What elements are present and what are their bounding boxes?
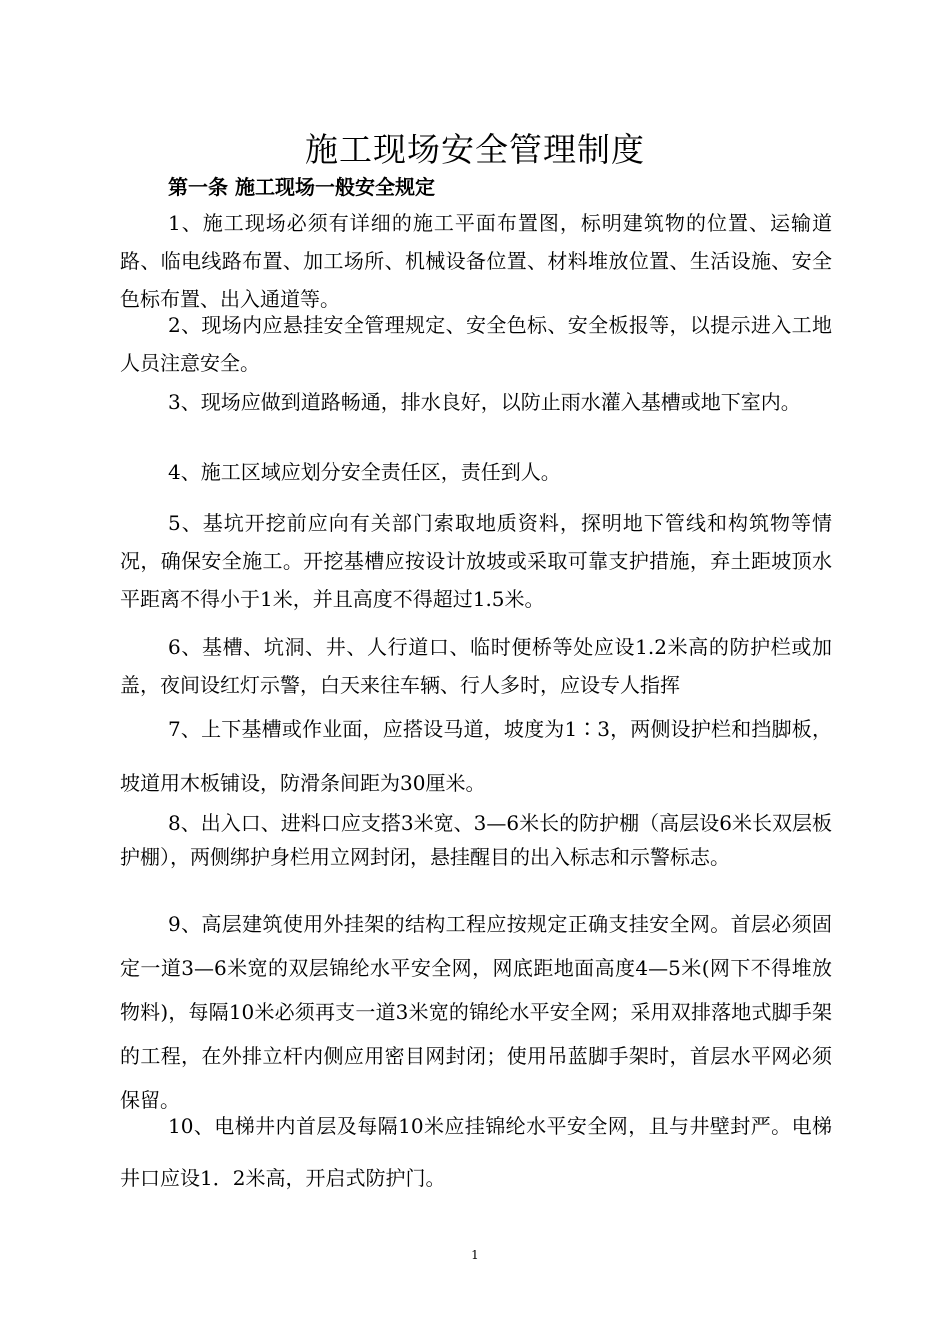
paragraph-7: 7、上下基槽或作业面，应搭设马道，坡度为1∶3，两侧设护栏和挡脚板，坡道用木板铺设，防滑条间距为30厘米。 (120, 717, 832, 795)
paragraph-6: 6、基槽、坑洞、井、人行道口、临时便桥等处应设1.2米高的防护栏或加盖，夜间设红灯示警，白天来往车辆、行人多时，应设专人指挥 (120, 635, 832, 697)
paragraph-8: 8、出入口、进料口应支搭3米宽、3—6米长的防护棚（高层设6米长双层板护棚），两侧绑护身栏用立网封闭，悬挂醒目的出入标志和示警标志。 (120, 811, 832, 869)
paragraph-3: 3、现场应做到道路畅通，排水良好，以防止雨水灌入基槽或地下室内。 (168, 390, 801, 414)
paragraph-4: 4、施工区域应划分安全责任区，责任到人。 (168, 460, 561, 484)
page-number: 1 (471, 1248, 479, 1262)
paragraph-2: 2、现场内应悬挂安全管理规定、安全色标、安全板报等，以提示进入工地人员注意安全。 (120, 313, 832, 375)
paragraph-5: 5、基坑开挖前应向有关部门索取地质资料，探明地下管线和构筑物等情况，确保安全施工。开挖基槽应按设计放坡或采取可靠支护措施，弃土距坡顶水平距离不得小于1米，并且高度不得超过1.5米。 (120, 511, 832, 611)
paragraph-1: 1、施工现场必须有详细的施工平面布置图，标明建筑物的位置、运输道路、临电线路布置、加工场所、机械设备位置、材料堆放位置、生活设施、安全色标布置、出入通道等。 (120, 211, 832, 311)
document-title: 施工现场安全管理制度 (305, 130, 645, 169)
paragraph-10: 10、电梯井内首层及每隔10米应挂锦纶水平安全网，且与井壁封严。电梯井口应设1．2米高，开启式防护门。 (120, 1114, 832, 1190)
article-heading: 第一条 施工现场一般安全规定 (168, 175, 435, 199)
paragraph-9: 9、高层建筑使用外挂架的结构工程应按规定正确支挂安全网。首层必须固定一道3—6米宽的双层锦纶水平安全网，网底距地面高度4—5米(网下不得堆放物料)，每隔10米必须再支一道3米宽的锦纶水平安全网；采用双排落地式脚手架的工程，在外排立杆内侧应用密目网封闭；使用吊蓝脚手架时，首层水平网必须保留。 (120, 912, 832, 1112)
